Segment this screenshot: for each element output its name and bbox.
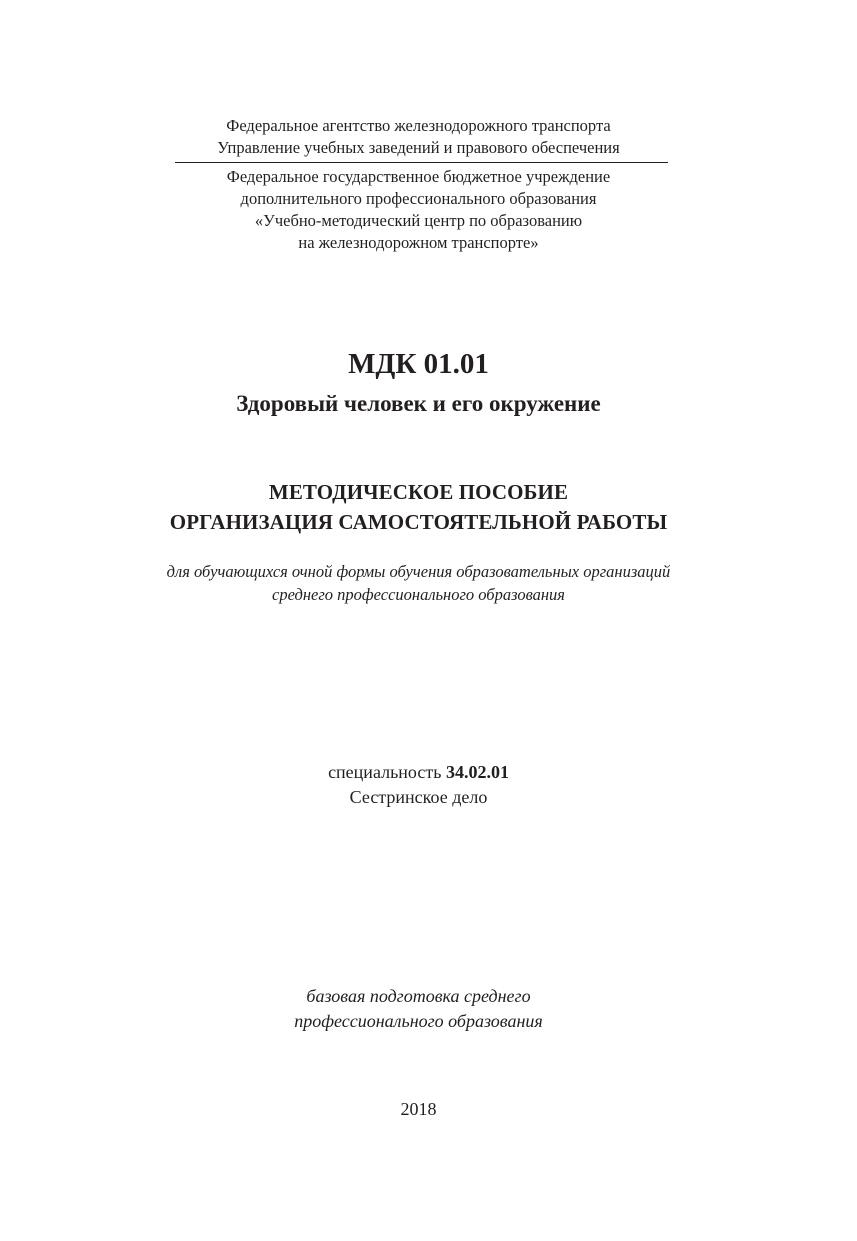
specialty-name: Сестринское дело [349, 787, 488, 807]
audience-line-1: для обучающихся очной формы обучения образовательных организаций [166, 562, 671, 581]
institution-line-2: дополнительного профессионального образования [240, 189, 597, 208]
institution-line-4: на железнодорожном транспорте» [298, 233, 539, 252]
specialty-label: специальность [328, 762, 442, 782]
header-divider [175, 162, 668, 163]
course-subject: Здоровый человек и его окружение [236, 391, 601, 416]
document-type: МЕТОДИЧЕСКОЕ ПОСОБИЕ [268, 480, 569, 504]
course-code: МДК 01.01 [348, 348, 489, 380]
agency-name: Федеральное агентство железнодорожного транспорта [226, 116, 611, 135]
institution-line-3: «Учебно-методический центр по образованию [254, 211, 583, 230]
audience-line-2: среднего профессионального образования [272, 585, 565, 604]
specialty-code: 34.02.01 [445, 762, 509, 782]
specialty [0, 762, 837, 783]
publication-year: 2018 [400, 1099, 437, 1119]
agency-department: Управление учебных заведений и правового обеспечения [217, 138, 620, 157]
training-level-line-2: профессионального образования [294, 1011, 543, 1031]
training-level-line-1: базовая подготовка среднего [306, 986, 531, 1006]
document-subtitle: ОРГАНИЗАЦИЯ САМОСТОЯТЕЛЬНОЙ РАБОТЫ [169, 510, 668, 534]
institution-line-1: Федеральное государственное бюджетное учреждение [226, 167, 611, 186]
